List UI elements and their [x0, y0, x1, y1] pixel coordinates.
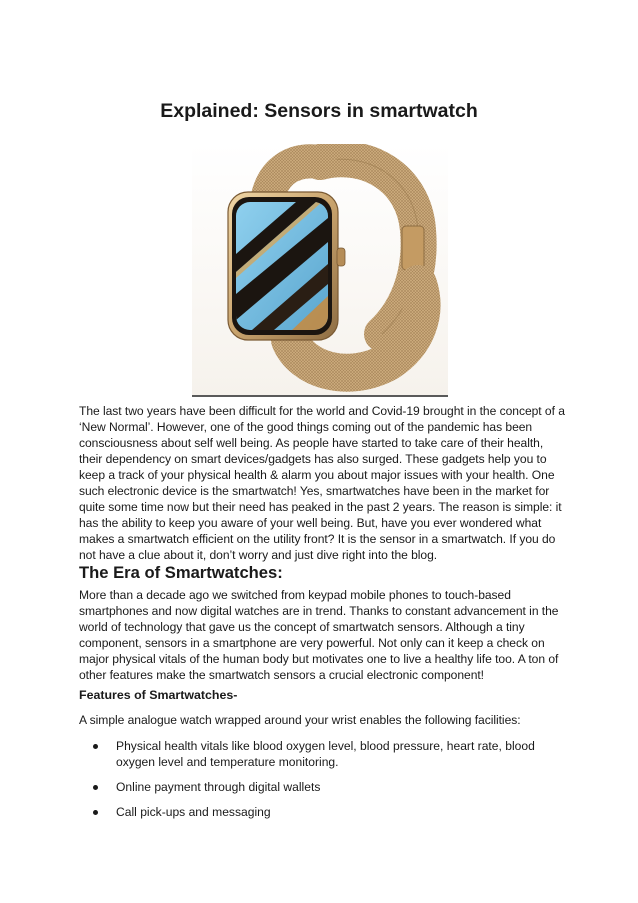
bullet-icon: [93, 810, 98, 815]
section-heading-era: The Era of Smartwatches:: [79, 563, 283, 582]
intro-paragraph: The last two years have been difficult for the world and Covid-19 brought in the concept of a ‘New Normal’. However, one of the good things coming out of the pandemic has been consciousness about self well being. As people have started to take care of their health, their dependency on smart devices/gadgets has also surged. These gadgets help you to keep a track of your physical health & alarm you about major issues with your health. One such electronic device is the smartwatch! Yes, smartwatches have been in the market for quite some time now but their need has peaked in the past 2 years. The reason is simple: it has the ability to keep you aware of your well being. But, have you ever wondered what makes a smartwatch efficient on the utility front? It is the sensor in a smartwatch. If you do not have a clue about it, don’t worry and just dive right into the blog.: [79, 404, 565, 563]
list-item: [79, 779, 569, 795]
era-paragraph: More than a decade ago we switched from keypad mobile phones to touch-based smartphones and now digital watches are in trend. Thanks to constant advancement in the world of technology that gave us the concept of smartwatch sensors. Although a tiny component, sensors in a smartphone are very powerful. Not only can it keep a check on major physical vitals of the human body but motivates one to live a healthy life too. A ton of other features make the smartwatch sensors a crucial electronic component!: [79, 588, 559, 683]
section-heading-features: Features of Smartwatches-: [79, 688, 238, 702]
smartwatch-image: [192, 144, 448, 397]
list-item: [79, 804, 569, 820]
features-intro-paragraph: A simple analogue watch wrapped around your wrist enables the following facilities:: [79, 713, 521, 727]
list-item-text: Online payment through digital wallets: [116, 780, 321, 795]
list-item-text: Call pick-ups and messaging: [116, 805, 271, 820]
smartwatch-illustration: [192, 144, 448, 397]
features-list: [79, 738, 569, 829]
list-item: [79, 738, 569, 770]
page-title: Explained: Sensors in smartwatch: [160, 100, 478, 122]
bullet-icon: [93, 785, 98, 790]
bullet-icon: [93, 744, 98, 749]
list-item-text: Physical health vitals like blood oxygen level, blood pressure, heart rate, blood oxygen level and temperature monitoring.: [116, 739, 535, 770]
